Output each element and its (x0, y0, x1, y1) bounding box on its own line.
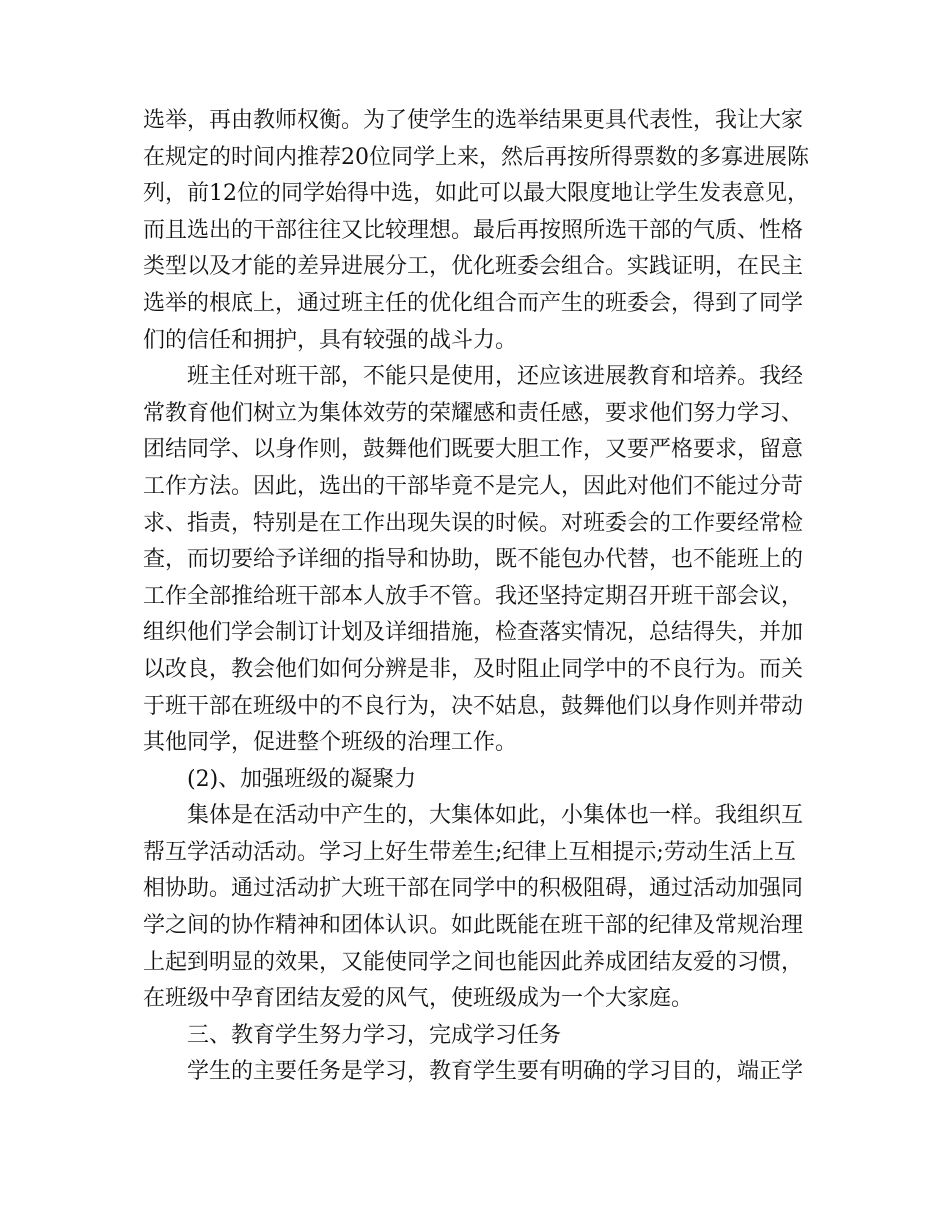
text-line: 查，而切要给予详细的指导和协助，既不能包办代替，也不能班上的 (143, 547, 804, 573)
text-line: 们的信任和拥护，具有较强的战斗力。 (143, 327, 518, 353)
text-line: 组织他们学会制订计划及详细措施，检查落实情况，总结得失，并加 (143, 620, 804, 646)
section-heading: 三、教育学生努力学习，完成学习任务 (187, 1022, 562, 1048)
section-heading: (2)、加强班级的凝聚力 (187, 766, 417, 792)
paragraph-first-line: 班主任对班干部，不能只是使用，还应该进展教育和培养。我经 (187, 364, 804, 390)
text-line: 类型以及才能的差异进展分工，优化班委会组合。实践证明，在民主 (143, 254, 804, 280)
text-line: 相协助。通过活动扩大班干部在同学中的积极阻碍，通过活动加强同 (143, 876, 804, 902)
text-line: 在班级中孕育团结友爱的风气，使班级成为一个大家庭。 (143, 986, 694, 1012)
text-line: 学之间的协作精神和团体认识。如此既能在班干部的纪律及常规治理 (143, 913, 804, 939)
text-line: 而且选出的干部往往又比较理想。最后再按照所选干部的气质、性格 (143, 217, 804, 243)
text-line: 列，前12位的同学始得中选，如此可以最大限度地让学生发表意见， (143, 181, 809, 207)
text-line: 于班干部在班级中的不良行为，决不姑息，鼓舞他们以身作则并带动 (143, 693, 804, 719)
text-line: 求、指责，特别是在工作出现失误的时候。对班委会的工作要经常检 (143, 510, 804, 536)
text-line: 帮互学活动活动。学习上好生带差生;纪律上互相提示;劳动生活上互 (143, 839, 796, 865)
text-line: 其他同学，促进整个班级的治理工作。 (143, 730, 518, 756)
text-line: 以改良，教会他们如何分辨是非，及时阻止同学中的不良行为。而关 (143, 656, 804, 682)
text-line: 团结同学、以身作则，鼓舞他们既要大胆工作，又要严格要求，留意 (143, 437, 804, 463)
paragraph-first-line: 集体是在活动中产生的，大集体如此，小集体也一样。我组织互 (187, 803, 804, 829)
text-line: 上起到明显的效果，又能使同学之间也能因此养成团结友爱的习惯， (143, 949, 804, 975)
text-line: 在规定的时间内推荐20位同学上来，然后再按所得票数的多寡进展陈 (143, 144, 809, 170)
paragraph-first-line: 学生的主要任务是学习，教育学生要有明确的学习目的，端正学 (187, 1059, 804, 1085)
text-line: 常教育他们树立为集体效劳的荣耀感和责任感，要求他们努力学习、 (143, 400, 804, 426)
text-line: 选举，再由教师权衡。为了使学生的选举结果更具代表性，我让大家 (143, 108, 804, 133)
document-body (143, 103, 811, 1091)
text-line: 选举的根底上，通过班主任的优化组合而产生的班委会，得到了同学 (143, 290, 804, 316)
text-line: 工作方法。因此，选出的干部毕竟不是完人，因此对他们不能过分苛 (143, 473, 804, 499)
text-line: 工作全部推给班干部本人放手不管。我还坚持定期召开班干部会议， (143, 583, 804, 609)
